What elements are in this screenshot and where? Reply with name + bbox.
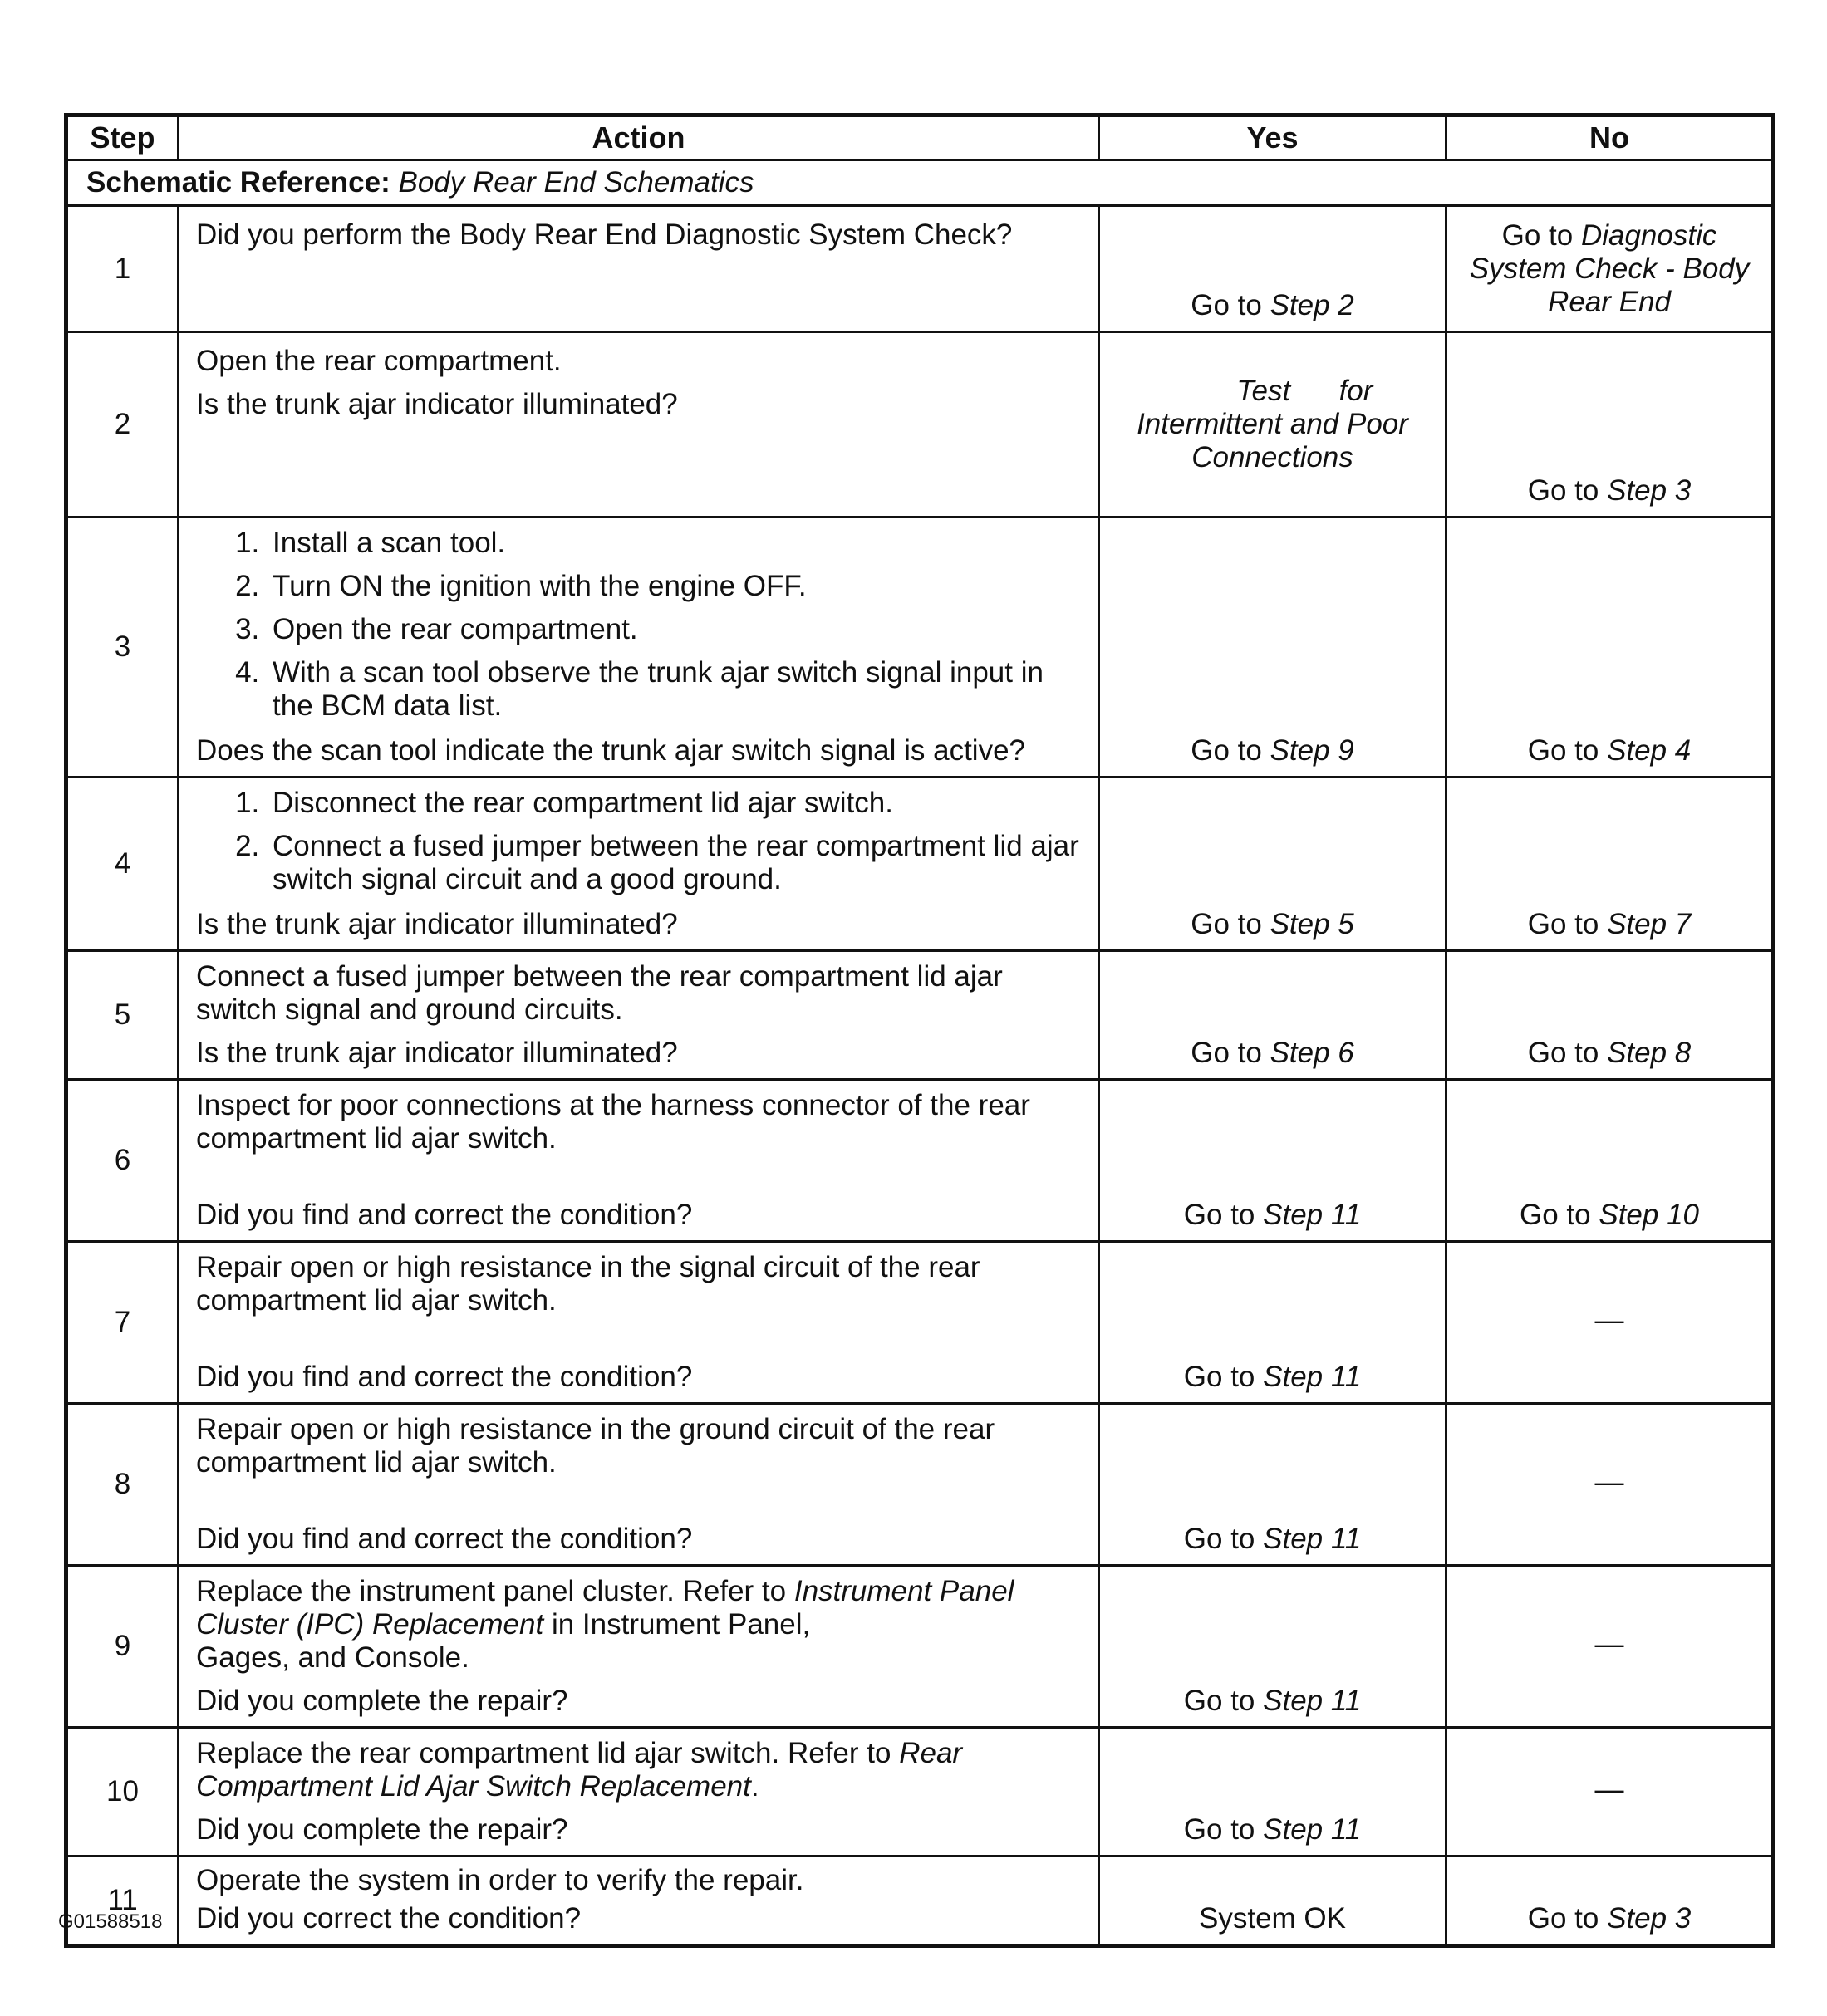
header-yes: Yes (1099, 115, 1446, 160)
header-row (66, 115, 1774, 160)
table-row (66, 951, 1774, 1080)
table-row (66, 777, 1774, 951)
action-cell (179, 517, 1099, 777)
question-text: Is the trunk ajar indicator illuminated? (196, 908, 678, 940)
dash-mark: — (1594, 1466, 1624, 1499)
step-number: 4 (66, 777, 179, 951)
question-text: Did you correct the condition? (196, 1902, 582, 1935)
yes-cell: Go to Step 9 (1099, 517, 1446, 777)
no-cell (1446, 1242, 1774, 1404)
goto-link[interactable]: Step 7 (1607, 908, 1692, 940)
action-text: Replace the rear compartment lid ajar switch. Refer to Rear Compartment Lid Ajar Switch Replacement. (196, 1737, 963, 1803)
no-cell: Go to Diagnostic System Check - Body Rear End (1446, 206, 1774, 332)
step-number: 8 (66, 1404, 179, 1566)
table-row (66, 1080, 1774, 1242)
action-cell (179, 1728, 1099, 1857)
yes-cell: Go to Step 5 (1099, 777, 1446, 951)
list-item: 1. Install a scan tool. (268, 527, 1084, 560)
no-cell: Go to Step 7 (1446, 777, 1774, 951)
dash-mark: — (1594, 1773, 1624, 1806)
table-row (66, 1857, 1774, 1946)
no-cell: Go to Step 3 (1446, 1857, 1774, 1946)
action-cell (179, 951, 1099, 1080)
goto-link[interactable]: Step 6 (1270, 1037, 1354, 1069)
step-number: 2 (66, 332, 179, 517)
question-text: Did you complete the repair? (196, 1685, 568, 1717)
action-text: Inspect for poor connections at the harness connector of the rear compartment lid ajar switch. (196, 1089, 1030, 1155)
no-cell: Go to Step 10 (1446, 1080, 1774, 1242)
question-text: Did you find and correct the condition? (196, 1361, 693, 1393)
yes-cell: Go to Step 11 (1099, 1728, 1446, 1857)
header-step: Step (66, 115, 179, 160)
diagnostic-table (64, 113, 1775, 1948)
step-number: 6 (66, 1080, 179, 1242)
list-item: 2. Turn ON the ignition with the engine OFF. (268, 570, 1084, 603)
goto-link[interactable]: Diagnostic System Check - Body Rear End (1469, 218, 1750, 318)
schematic-link[interactable]: Body Rear End Schematics (398, 166, 754, 199)
dash-mark: — (1594, 1304, 1624, 1337)
step-number: 7 (66, 1242, 179, 1404)
question-text: Did you perform the Body Rear End Diagnostic System Check? (196, 218, 1013, 251)
table-row (66, 332, 1774, 517)
no-cell (1446, 1404, 1774, 1566)
question-text: Did you complete the repair? (196, 1813, 568, 1846)
step-number: 3 (66, 517, 179, 777)
yes-cell (1099, 332, 1446, 517)
goto-link[interactable]: Step 11 (1263, 1361, 1362, 1393)
goto-link[interactable]: Step 9 (1270, 734, 1354, 767)
table-row (66, 1728, 1774, 1857)
list-item: 2. Connect a fused jumper between the rear compartment lid ajar switch signal circuit and a good ground. (268, 830, 1084, 896)
goto-link[interactable]: Step 8 (1607, 1037, 1692, 1069)
goto-link[interactable]: Step 10 (1599, 1199, 1699, 1231)
yes-cell: Go to Step 2 (1099, 206, 1446, 332)
action-text: Replace the instrument panel cluster. Refer to Instrument Panel Cluster (IPC) Replacement in Instrument Panel, Gages, and Console. (196, 1575, 1014, 1674)
action-cell (179, 1566, 1099, 1728)
step-number: 1 (66, 206, 179, 332)
yes-cell (1099, 1857, 1446, 1946)
list-item: 4. With a scan tool observe the trunk ajar switch signal input in the BCM data list. (268, 656, 1084, 723)
system-ok-text: System OK (1199, 1902, 1346, 1935)
action-cell (179, 777, 1099, 951)
goto-link[interactable]: Step 11 (1263, 1199, 1362, 1231)
schematic-label: Schematic Reference: (86, 166, 390, 199)
action-list (196, 527, 1084, 723)
goto-link[interactable]: Step 5 (1270, 908, 1354, 940)
yes-cell: Go to Step 11 (1099, 1566, 1446, 1728)
yes-cell: Go to Step 11 (1099, 1080, 1446, 1242)
step-number: 9 (66, 1566, 179, 1728)
action-cell (179, 1242, 1099, 1404)
goto-link[interactable]: Step 11 (1263, 1685, 1362, 1717)
no-cell: Go to Step 3 (1446, 332, 1774, 517)
goto-link[interactable]: Step 2 (1270, 289, 1354, 321)
action-text: Repair open or high resistance in the ground circuit of the rear compartment lid ajar switch. (196, 1413, 995, 1479)
question-text: Is the trunk ajar indicator illuminated? (196, 1037, 678, 1069)
goto-link[interactable]: Step 11 (1263, 1813, 1362, 1846)
goto-link[interactable]: Step 3 (1607, 1902, 1692, 1935)
action-text: Open the rear compartment. (196, 345, 562, 377)
dash-mark: — (1594, 1628, 1624, 1660)
goto-link[interactable]: Test for Intermittent and Poor Connections (1137, 375, 1417, 473)
goto-link[interactable]: Step 3 (1607, 474, 1692, 507)
table-row (66, 1404, 1774, 1566)
yes-cell: Go to Step 11 (1099, 1242, 1446, 1404)
action-cell (179, 1080, 1099, 1242)
yes-cell: Go to Step 11 (1099, 1404, 1446, 1566)
action-text: Repair open or high resistance in the signal circuit of the rear compartment lid ajar switch. (196, 1251, 980, 1317)
reference-link[interactable]: Rear Compartment Lid Ajar Switch Replacement (196, 1737, 963, 1803)
table-row (66, 1566, 1774, 1728)
header-no: No (1446, 115, 1774, 160)
question-text: Did you find and correct the condition? (196, 1523, 693, 1555)
action-cell (179, 206, 1099, 332)
list-item: 3. Open the rear compartment. (268, 613, 1084, 646)
goto-link[interactable]: Step 11 (1263, 1523, 1362, 1555)
no-cell: Go to Step 8 (1446, 951, 1774, 1080)
question-text: Is the trunk ajar indicator illuminated? (196, 388, 678, 420)
list-item: 1. Disconnect the rear compartment lid ajar switch. (268, 787, 1084, 820)
header-action: Action (179, 115, 1099, 160)
schematic-reference-row (66, 160, 1774, 206)
action-cell (179, 1857, 1099, 1946)
no-cell (1446, 1566, 1774, 1728)
action-text: Connect a fused jumper between the rear compartment lid ajar switch signal and ground circuits. (196, 960, 1003, 1026)
no-cell: Go to Step 4 (1446, 517, 1774, 777)
step-number: 5 (66, 951, 179, 1080)
step-number: 11 (66, 1857, 179, 1946)
action-text: Operate the system in order to verify the repair. (196, 1864, 804, 1896)
table-row (66, 517, 1774, 777)
table-row (66, 206, 1774, 332)
no-cell (1446, 1728, 1774, 1857)
step-number: 10 (66, 1728, 179, 1857)
action-cell (179, 332, 1099, 517)
figure-id: G01588518 (58, 1911, 163, 1933)
yes-cell: Go to Step 6 (1099, 951, 1446, 1080)
reference-link[interactable]: Instrument Panel Cluster (IPC) Replacement (196, 1575, 1014, 1641)
action-list (196, 787, 1084, 896)
goto-link[interactable]: Step 4 (1607, 734, 1692, 767)
question-text: Does the scan tool indicate the trunk ajar switch signal is active? (196, 734, 1026, 767)
table-row (66, 1242, 1774, 1404)
question-text: Did you find and correct the condition? (196, 1199, 693, 1231)
action-cell (179, 1404, 1099, 1566)
